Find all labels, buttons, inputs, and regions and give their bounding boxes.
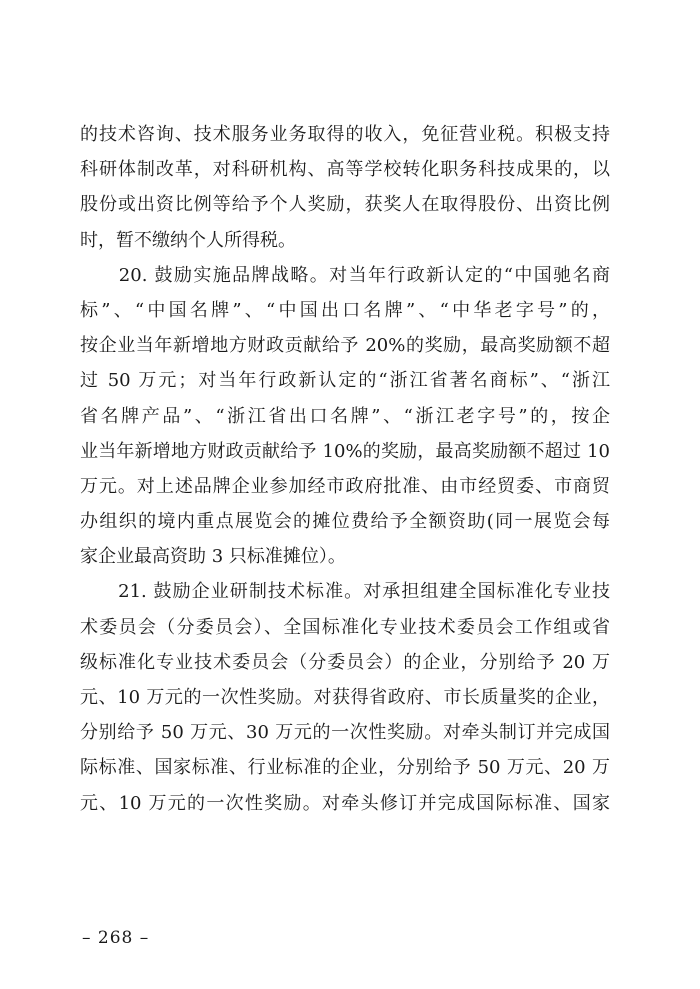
text-line: 省名牌产品”、“浙江省出口名牌”、“浙江老字号”的，按企 xyxy=(80,405,610,427)
text-line: 股份或出资比例等给予个人奖励，获奖人在取得股份、出资比例 xyxy=(80,194,610,216)
text-line: 过 50 万元；对当年行政新认定的“浙江省著名商标”、“浙江 xyxy=(80,370,610,392)
text-line: 20. 鼓励实施品牌战略。对当年行政新认定的“中国驰名商 xyxy=(80,264,610,286)
text-line: 级标准化专业技术委员会（分委员会）的企业，分别给予 20 万 xyxy=(80,651,610,673)
text-line: 元、10 万元的一次性奖励。对获得省政府、市长质量奖的企业， xyxy=(80,687,610,708)
text-line: 时，暂不缴纳个人所得税。 xyxy=(80,229,296,251)
paragraph-20 xyxy=(80,258,610,575)
body-text xyxy=(80,117,610,821)
text-line: 科研体制改革，对科研机构、高等学校转化职务科技成果的，以 xyxy=(80,159,610,181)
text-line: 分别给予 50 万元、30 万元的一次性奖励。对牵头制订并完成国 xyxy=(80,722,610,744)
text-line: 标”、“中国名牌”、“中国出口名牌”、“中华老字号”的， xyxy=(80,299,610,321)
text-line: 术委员会（分委员会）、全国标准化专业技术委员会工作组或省 xyxy=(80,616,610,638)
text-line: 办组织的境内重点展览会的摊位费给予全额资助(同一展览会每 xyxy=(80,511,610,533)
text-line: 按企业当年新增地方财政贡献给予 20%的奖励，最高奖励额不超 xyxy=(80,335,610,357)
text-line: 家企业最高资助 3 只标准摊位）。 xyxy=(80,546,346,568)
paragraph-21 xyxy=(80,574,610,820)
text-line: 的技术咨询、技术服务业务取得的收入，免征营业税。积极支持 xyxy=(80,124,610,145)
text-line: 21. 鼓励企业研制技术标准。对承担组建全国标准化专业技 xyxy=(80,581,610,603)
text-line: 万元。对上述品牌企业参加经市政府批准、由市经贸委、市商贸 xyxy=(80,475,610,497)
page-number: – 268 – xyxy=(82,928,150,948)
text-line: 际标准、国家标准、行业标准的企业，分别给予 50 万元、20 万 xyxy=(80,757,610,779)
paragraph-1 xyxy=(80,117,610,258)
text-line: 元、10 万元的一次性奖励。对牵头修订并完成国际标准、国家 xyxy=(80,792,610,814)
text-line: 业当年新增地方财政贡献给予 10%的奖励，最高奖励额不超过 10 xyxy=(80,440,610,462)
